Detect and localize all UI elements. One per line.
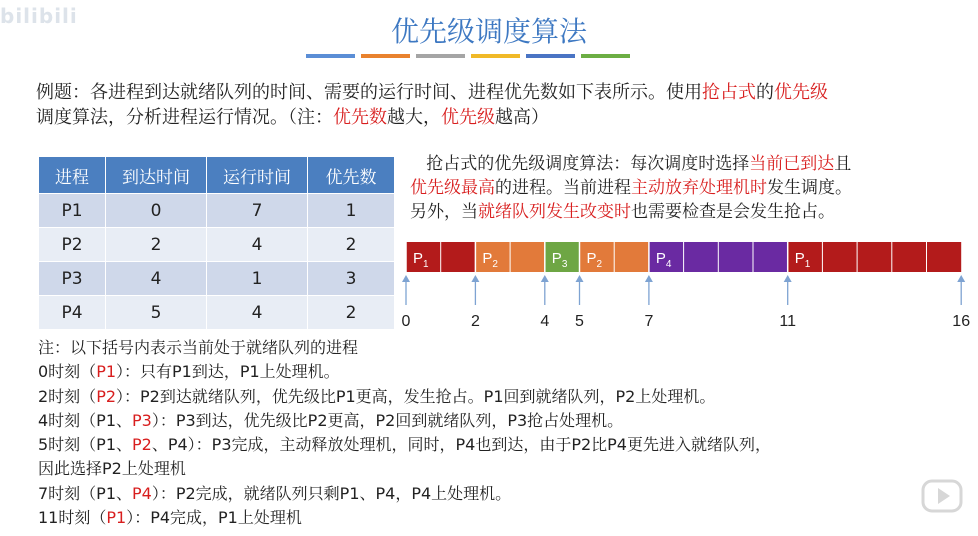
rule-text: 且 (834, 154, 852, 174)
intro-text: 越大， (387, 107, 441, 128)
note-line (38, 506, 968, 530)
intro-highlight: 优先数 (333, 107, 387, 128)
time-tick-label: 5 (575, 313, 584, 330)
note-text: ）：只有P1到达，P1上处理机。 (116, 362, 340, 382)
table-cell: 3 (308, 262, 395, 296)
play-icon[interactable] (920, 474, 966, 520)
gantt-bar-label-sub: 4 (665, 259, 672, 270)
table-cell: P1 (39, 194, 106, 228)
intro-highlight: 抢占式 (702, 82, 756, 103)
time-arrow-head (645, 275, 653, 282)
gantt-bar (788, 242, 962, 272)
gantt-bar-label-sub: 1 (804, 259, 811, 270)
table-cell: 1 (308, 194, 395, 228)
time-tick-label: 2 (470, 313, 480, 330)
rule-text: 的进程。当前进程 (495, 178, 631, 198)
note-line (38, 360, 968, 384)
note-text: ）：P4完成，P1上处理机 (126, 508, 302, 528)
gantt-bar-label-sub: 2 (492, 259, 498, 270)
table-cell: 2 (308, 296, 395, 330)
gantt-bar-label: $P_2$ (586, 250, 603, 270)
table-cell: 4 (106, 262, 207, 296)
table-cell: 2 (106, 228, 207, 262)
watermark-logo: bilibili (0, 4, 78, 28)
rule-highlight: 就绪队列发生改变时 (478, 202, 631, 222)
time-tick-label: 16 (952, 313, 971, 330)
gantt-bar-label: $P_1$ (794, 250, 811, 270)
rule-text: 另外，当 (410, 202, 478, 222)
rule-text: 抢占式的优先级调度算法：每次调度时选择 (426, 154, 750, 174)
col-header-runtime: 运行时间 (207, 157, 308, 194)
gantt-bar-label: $P_4$ (655, 250, 672, 270)
intro-text: 越高） (495, 107, 549, 128)
table-cell: P2 (39, 228, 106, 262)
note-text: 2时刻（ (38, 386, 97, 406)
note-line (38, 409, 968, 433)
table-cell: P3 (39, 262, 106, 296)
rule-highlight: 当前已到达 (749, 154, 835, 174)
note-line (38, 385, 968, 409)
note-text: 5时刻（P1、 (38, 435, 133, 455)
rule-text: 也需要检查是会发生抢占。 (631, 202, 835, 222)
col-header-priority: 优先数 (308, 157, 395, 194)
rule-text: 发生调度。 (767, 178, 852, 198)
note-text: ）：P2到达就绪队列，优先级比P1更高，发生抢占。P1回到就绪队列，P2上处理机。 (116, 386, 716, 406)
note-text: ）：P2完成，就绪队列只剩P1、P4，P4上处理机。 (151, 483, 512, 503)
table-cell: 0 (106, 194, 207, 228)
note-highlight: P2 (132, 435, 152, 455)
rule-highlight: 主动放弃处理机时 (631, 178, 767, 198)
table-cell: 4 (207, 228, 308, 262)
timeline-notes (38, 336, 968, 530)
table-cell: 2 (308, 228, 395, 262)
note-text: 、P4）：P3完成，主动释放处理机，同时，P4也到达，由于P2比P4更先进入就绪队列， (151, 435, 771, 455)
time-tick-label: 4 (540, 313, 550, 330)
note-highlight: P2 (96, 386, 117, 406)
table-cell: 5 (106, 296, 207, 330)
time-arrow-head (471, 275, 479, 282)
gantt-bar-label: $P_1$ (413, 250, 429, 270)
intro-highlight: 优先级 (441, 107, 495, 128)
note-line: 因此选择P2上处理机 (38, 459, 186, 479)
note-line (38, 482, 968, 506)
page-title: 优先级调度算法 (390, 15, 587, 48)
intro-text: 例题：各进程到达就绪队列的时间、需要的运行时间、进程优先数如下表所示。使用 (36, 82, 702, 103)
intro-text: 调度算法，分析进程运行情况。（注： (36, 107, 333, 128)
gantt-bar-label: $P_2$ (482, 250, 498, 270)
col-header-arrival: 到达时间 (106, 157, 207, 194)
time-arrow-head (576, 275, 584, 282)
time-arrow-head (541, 275, 549, 282)
col-header-process: 进程 (39, 157, 106, 194)
table-cell: 4 (207, 296, 308, 330)
intro-text: 的 (756, 82, 774, 103)
note-highlight: P1 (106, 508, 127, 528)
note-text: 4时刻（P1、 (38, 410, 133, 430)
intro-highlight: 优先级 (774, 82, 828, 103)
time-arrow-head (784, 275, 792, 282)
table-cell: P4 (39, 296, 106, 330)
note-text: 11时刻（ (38, 508, 107, 528)
note-text: 7时刻（P1、 (38, 483, 133, 503)
note-highlight: P3 (132, 410, 152, 430)
time-tick-label: 7 (644, 313, 654, 330)
note-highlight: P4 (132, 483, 152, 503)
time-tick-label: 0 (401, 313, 411, 330)
gantt-bar-label-sub: 1 (423, 259, 429, 270)
note-line (38, 433, 968, 457)
time-tick-label: 11 (779, 313, 797, 330)
note-text: 0时刻（ (38, 362, 97, 382)
time-arrow-head (402, 275, 410, 282)
gantt-bar-label: $P_3$ (551, 250, 568, 270)
note-text: ）：P3到达，优先级比P2更高，P2回到就绪队列，P3抢占处理机。 (151, 410, 624, 430)
gantt-bar-label-sub: 2 (596, 259, 603, 270)
table-cell: 7 (207, 194, 308, 228)
table-cell: 1 (207, 262, 308, 296)
gantt-bar-label-sub: 3 (561, 259, 568, 270)
note-line: 注：以下括号内表示当前处于就绪队列的进程 (38, 338, 359, 357)
note-highlight: P1 (96, 362, 117, 382)
time-arrow-head (957, 275, 965, 282)
rule-highlight: 优先级最高 (410, 178, 495, 198)
